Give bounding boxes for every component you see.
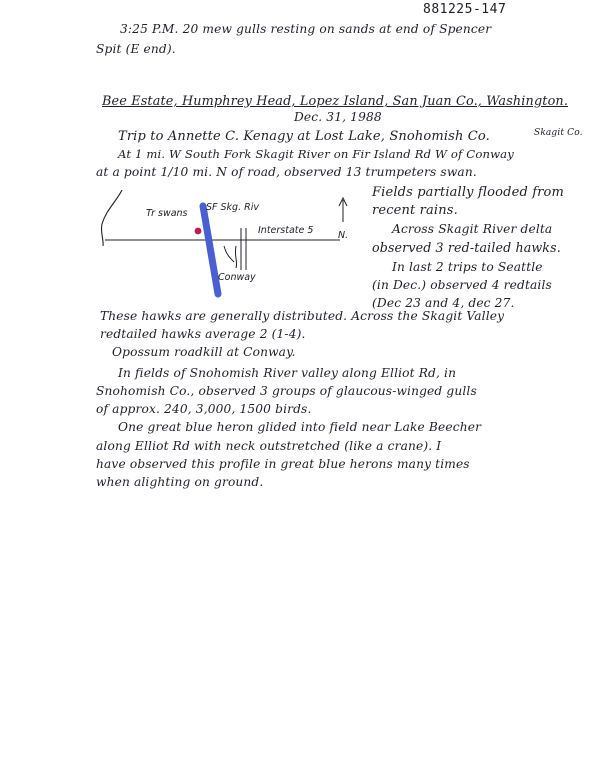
map-label-swans: Tr swans xyxy=(146,208,188,219)
shoreline-line xyxy=(101,190,122,246)
note-line: have observed this profile in great blue herons many times xyxy=(96,457,470,471)
sketch-map xyxy=(100,190,380,300)
swan-location-dot xyxy=(195,228,202,235)
note-line: along Elliot Rd with neck outstretched (like a crane). I xyxy=(96,439,442,453)
note-line: at a point 1/10 mi. N of road, observed 13 trumpeters swan. xyxy=(96,165,477,179)
map-label-river: SF Skg. Riv xyxy=(206,202,259,213)
note-line: (in Dec.) observed 4 redtails xyxy=(372,278,552,292)
note-line: Fields partially flooded from xyxy=(372,185,564,200)
note-line: observed 3 red-tailed hawks. xyxy=(372,240,561,255)
note-line: 3:25 P.M. 20 mew gulls resting on sands at end of Spencer xyxy=(120,22,492,36)
map-label-town: Conway xyxy=(218,272,256,283)
note-line: In fields of Snohomish River valley along Elliot Rd, in xyxy=(118,366,457,380)
note-line: Across Skagit River delta xyxy=(392,222,553,236)
note-line: One great blue heron glided into field near Lake Beecher xyxy=(118,420,482,434)
note-line: Opossum roadkill at Conway. xyxy=(112,345,296,359)
note-line: redtailed hawks average 2 (1-4). xyxy=(100,327,306,341)
map-label-interstate: Interstate 5 xyxy=(258,225,314,236)
insertion-note: Skagit Co. xyxy=(534,128,583,138)
note-line: In last 2 trips to Seattle xyxy=(392,260,543,274)
note-line: recent rains. xyxy=(372,203,458,218)
slough-line xyxy=(224,246,234,262)
note-line: when alighting on ground. xyxy=(96,475,264,489)
note-line: Snohomish Co., observed 3 groups of glaucous-winged gulls xyxy=(96,384,477,398)
river-sketch xyxy=(203,206,218,294)
entry-date: Dec. 31, 1988 xyxy=(294,110,382,124)
note-line: These hawks are generally distributed. Across the Skagit Valley xyxy=(100,309,505,323)
map-label-north: N. xyxy=(338,230,349,241)
location-heading: Bee Estate, Humphrey Head, Lopez Island, San Juan Co., Washington. xyxy=(102,94,569,109)
note-line: of approx. 240, 3,000, 1500 birds. xyxy=(96,402,312,416)
slough-line xyxy=(235,246,236,268)
note-line: At 1 mi. W South Fork Skagit River on Fir Island Rd W of Conway xyxy=(118,147,514,161)
document-id: 881225-147 xyxy=(423,2,507,17)
note-line: (Dec 23 and 4, dec 27. xyxy=(372,296,515,310)
note-line: Trip to Annette C. Kenagy at Lost Lake, Snohomish Co. xyxy=(118,129,490,144)
note-line: Spit (E end). xyxy=(96,42,176,56)
